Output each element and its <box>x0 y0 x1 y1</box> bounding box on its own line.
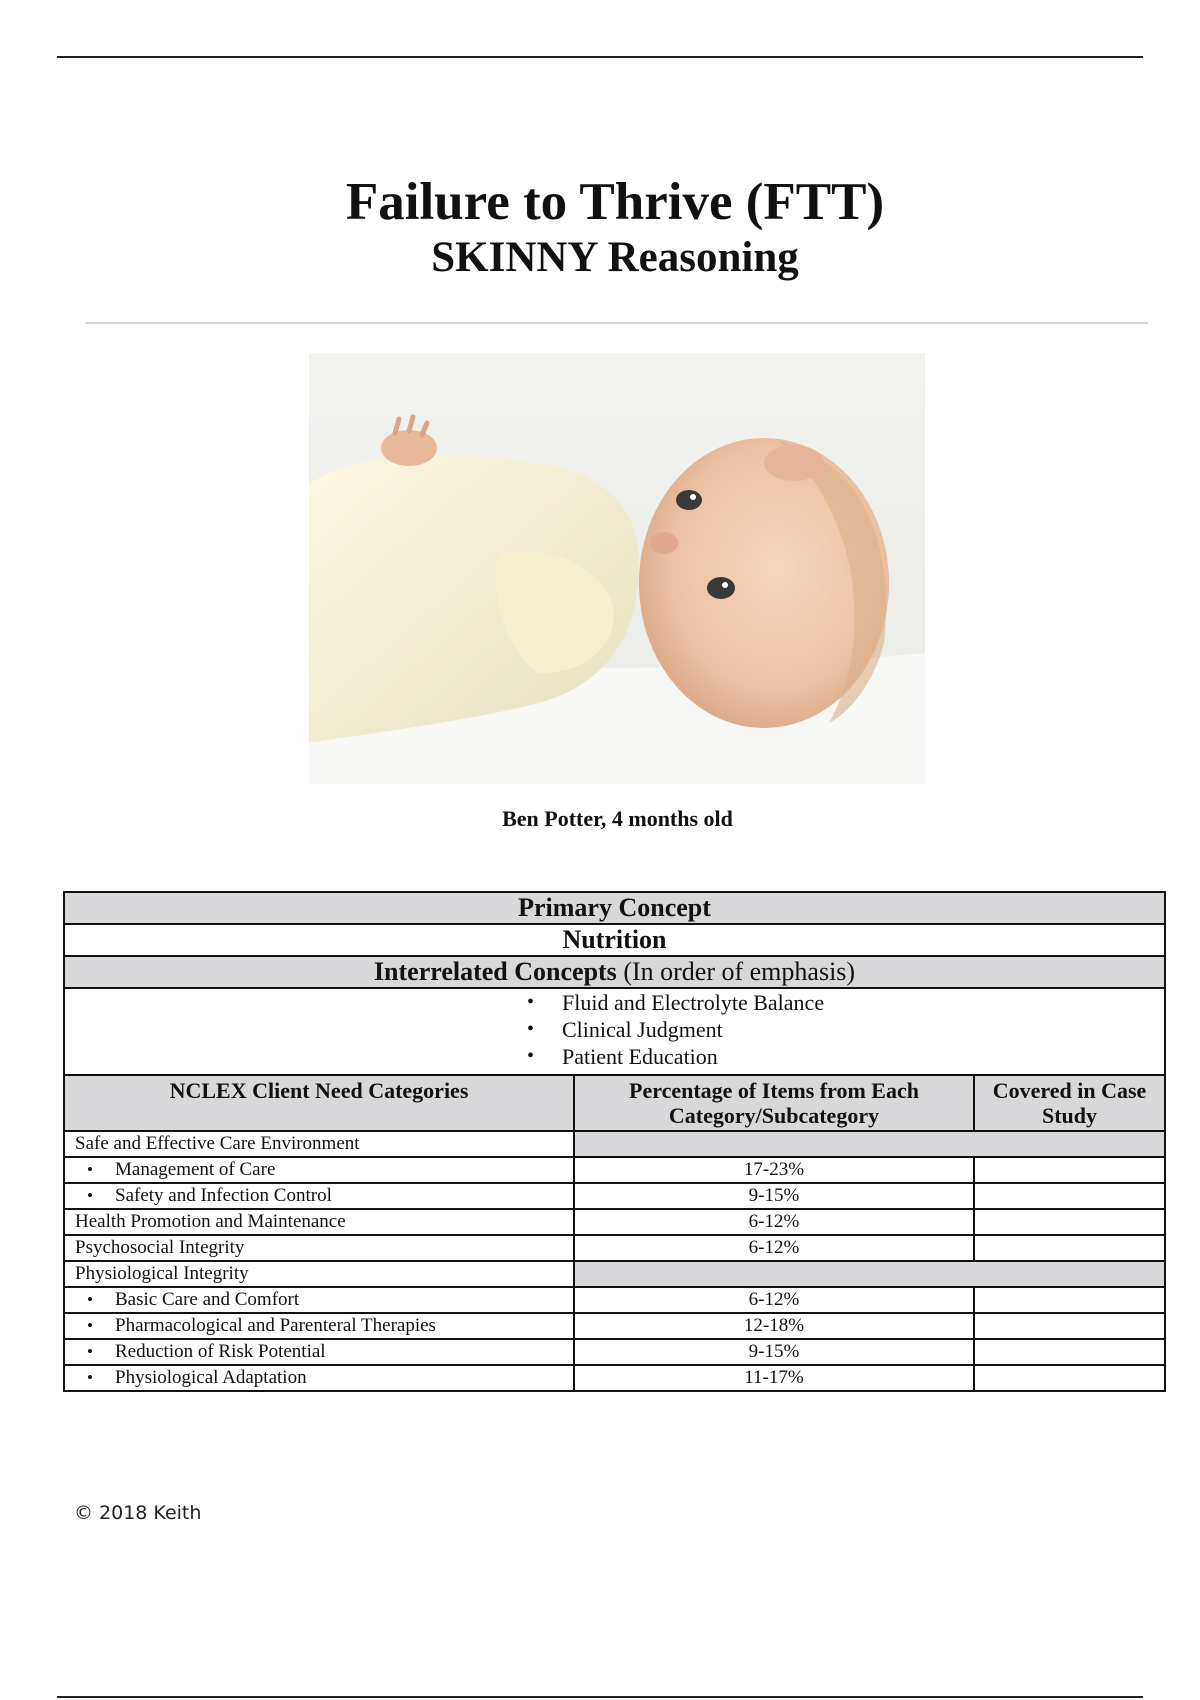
table-row <box>64 1261 1165 1287</box>
bullet-icon: • <box>87 1290 93 1309</box>
category-label: Safe and Effective Care Environment <box>64 1131 574 1157</box>
page-subtitle: SKINNY Reasoning <box>431 234 799 281</box>
subcategory-label: Physiological Adaptation <box>115 1367 307 1388</box>
covered-cell[interactable] <box>974 1339 1165 1365</box>
percentage-value: 6-12% <box>574 1235 974 1261</box>
subcategory-cell <box>64 1287 574 1313</box>
title-divider <box>86 322 1148 324</box>
subcategory-label: Basic Care and Comfort <box>115 1289 300 1310</box>
percentage-value: 6-12% <box>574 1287 974 1313</box>
top-rule <box>57 56 1143 58</box>
interrelated-concepts-note: (In order of emphasis) <box>623 957 856 986</box>
infant-photo-illustration <box>309 353 925 784</box>
table-row <box>64 1131 1165 1157</box>
covered-cell[interactable] <box>974 1235 1165 1261</box>
concepts-table <box>63 891 1166 1392</box>
column-header-percentage: Percentage of Items from Each Category/Subcategory <box>574 1075 974 1131</box>
photo-caption: Ben Potter, 4 months old <box>502 806 733 831</box>
primary-concept-value: Nutrition <box>64 924 1165 956</box>
category-label: Psychosocial Integrity <box>64 1235 574 1261</box>
subcategory-cell <box>64 1313 574 1339</box>
percentage-value: 11-17% <box>574 1365 974 1391</box>
category-shaded-cell <box>574 1261 1165 1287</box>
table-row <box>64 1157 1165 1183</box>
covered-cell[interactable] <box>974 1287 1165 1313</box>
category-label: Health Promotion and Maintenance <box>64 1209 574 1235</box>
bullet-icon: • <box>87 1342 93 1361</box>
subcategory-label: Safety and Infection Control <box>115 1185 332 1206</box>
list-item: • Fluid and Electrolyte Balance <box>525 989 1200 1016</box>
title-block <box>0 172 1200 284</box>
percentage-value: 17-23% <box>574 1157 974 1183</box>
table-row <box>64 1183 1165 1209</box>
interrelated-concepts-list-cell <box>64 988 1165 1075</box>
bullet-icon: • <box>87 1316 93 1335</box>
table-row <box>64 1339 1165 1365</box>
percentage-value: 9-15% <box>574 1339 974 1365</box>
subcategory-cell <box>64 1365 574 1391</box>
subcategory-label: Pharmacological and Parenteral Therapies <box>115 1315 436 1336</box>
subcategory-cell <box>64 1183 574 1209</box>
percentage-value: 6-12% <box>574 1209 974 1235</box>
list-item: • Patient Education <box>525 1043 1200 1070</box>
subcategory-cell <box>64 1339 574 1365</box>
bottom-rule <box>57 1696 1143 1698</box>
table-row <box>64 1365 1165 1391</box>
list-item: • Clinical Judgment <box>525 1016 1200 1043</box>
interrelated-concepts-title: Interrelated Concepts <box>373 957 617 986</box>
percentage-value: 12-18% <box>574 1313 974 1339</box>
copyright-notice: © 2018 Keith <box>74 1502 202 1524</box>
interrelated-concepts-header <box>64 956 1165 988</box>
subcategory-label: Reduction of Risk Potential <box>115 1341 326 1362</box>
covered-cell[interactable] <box>974 1365 1165 1391</box>
page-title: Failure to Thrive (FTT) <box>345 173 885 231</box>
column-header-categories: NCLEX Client Need Categories <box>64 1075 574 1131</box>
bullet-icon: • <box>87 1368 93 1387</box>
covered-cell[interactable] <box>974 1209 1165 1235</box>
category-shaded-cell <box>574 1131 1165 1157</box>
subcategory-cell <box>64 1157 574 1183</box>
covered-cell[interactable] <box>974 1183 1165 1209</box>
category-label: Physiological Integrity <box>64 1261 574 1287</box>
table-row <box>64 1313 1165 1339</box>
infant-photo <box>309 353 925 784</box>
column-header-covered: Covered in Case Study <box>974 1075 1165 1131</box>
table-row <box>64 1209 1165 1235</box>
covered-cell[interactable] <box>974 1313 1165 1339</box>
primary-concept-header: Primary Concept <box>64 892 1165 924</box>
interrelated-concepts-list <box>525 989 1200 1070</box>
covered-cell[interactable] <box>974 1157 1165 1183</box>
table-row <box>64 1235 1165 1261</box>
bullet-icon: • <box>87 1160 93 1179</box>
percentage-value: 9-15% <box>574 1183 974 1209</box>
table-row <box>64 1287 1165 1313</box>
subcategory-label: Management of Care <box>115 1159 276 1180</box>
bullet-icon: • <box>87 1186 93 1205</box>
